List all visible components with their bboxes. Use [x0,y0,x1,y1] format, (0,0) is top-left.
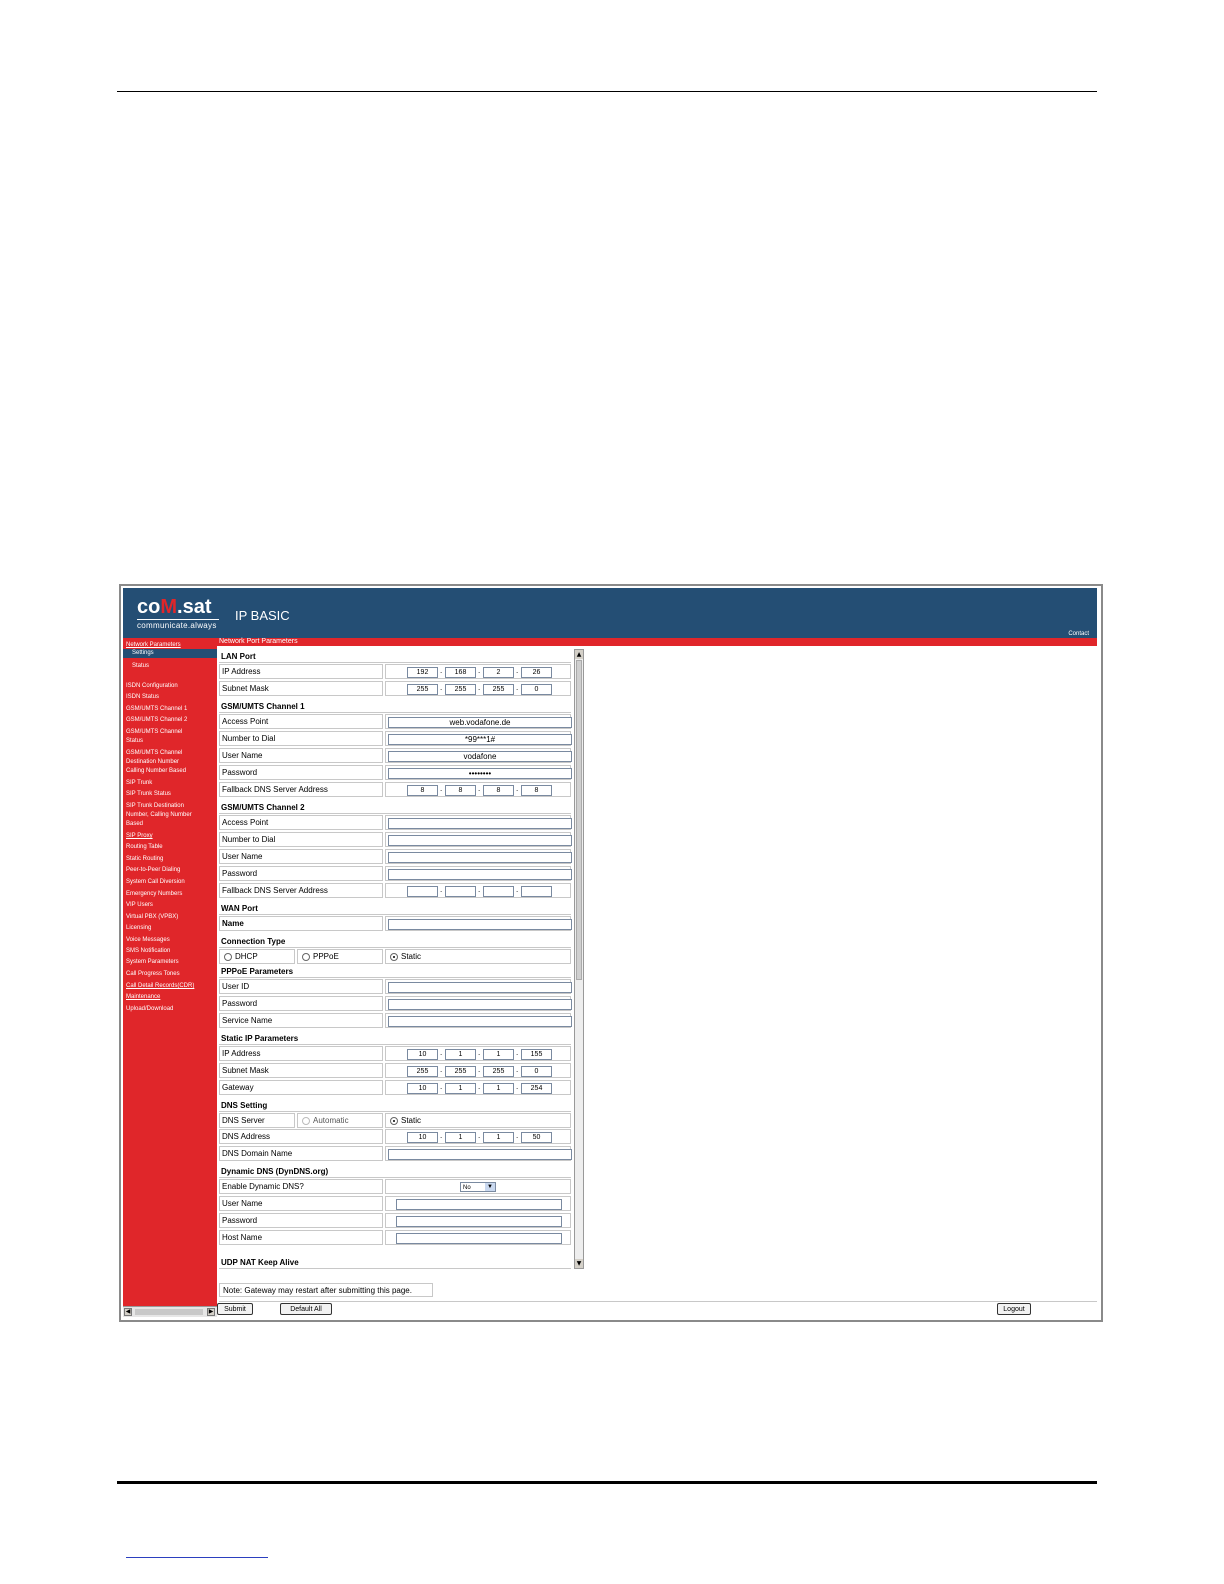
scroll-right-icon[interactable]: ▶ [208,1308,214,1315]
ip-octet-input[interactable]: 255 [445,684,476,695]
section-gsm-channel-2 [219,801,571,814]
row-pppoe-service [219,1013,571,1028]
field-label: Access Point [219,714,383,729]
section-connection-type [219,935,571,948]
section-title: Connection Type [221,937,286,946]
sidebar-item-sms-notification[interactable]: SMS Notification [126,948,171,954]
gsm1-access-point-input[interactable]: web.vodafone.de [388,717,572,728]
sidebar-item-virtual-pbx[interactable]: Virtual PBX (VPBX) [126,914,179,920]
field-label: Password [219,765,383,780]
section-wan-port [219,902,571,915]
field-label: Number to Dial [219,731,383,746]
section-title: GSM/UMTS Channel 1 [221,702,305,711]
sidebar [123,638,217,1306]
gsm2-password-input[interactable] [388,869,572,880]
section-static-ip [219,1032,571,1045]
sidebar-item-voice-messages[interactable]: Voice Messages [126,937,170,943]
pppoe-user-id-input[interactable] [388,982,572,993]
row-gsm2-dns: Fallback DNS Server Address . . . [219,883,571,898]
row-pppoe-pass [219,996,571,1011]
ip-octet-input[interactable]: 26 [521,667,552,678]
section-title: UDP NAT Keep Alive [221,1258,299,1267]
brand-tagline: communicate.always [137,619,219,630]
sidebar-item-sip-trunk-destination-line3[interactable]: Based [126,821,144,827]
ip-octet-input[interactable]: 1 [483,1049,514,1060]
ip-octet-input[interactable]: 255 [483,1066,514,1077]
form-vertical-scrollbar[interactable] [574,649,584,1269]
page-top-rule [117,91,1097,92]
ip-octet-input[interactable]: 50 [521,1132,552,1143]
ip-octet-input[interactable] [407,886,438,897]
scroll-thumb[interactable] [576,660,582,980]
field-label: Password [219,996,383,1011]
sidebar-item-network-parameters[interactable]: Network Parameters [126,642,181,648]
footer-link-underline[interactable] [126,1557,268,1558]
row-dns-address: DNS Address 10 . 1 . 1 . 50 [219,1129,571,1144]
contact-link[interactable]: Contact [1068,631,1089,637]
radio-dhcp[interactable]: DHCP [219,949,295,964]
sidebar-item-sip-trunk-status[interactable]: SIP Trunk Status [126,791,171,797]
field-label: User Name [219,1196,383,1211]
field-label: Host Name [219,1230,383,1245]
sidebar-item-call-progress-tones[interactable]: Call Progress Tones [126,971,180,977]
section-title: Dynamic DNS (DynDNS.org) [221,1167,329,1176]
gsm2-number-to-dial-input[interactable] [388,835,572,846]
scroll-left-icon[interactable]: ◀ [125,1308,131,1315]
field-label: Password [219,1213,383,1228]
brand-prefix: co [137,596,161,618]
field-label: Number to Dial [219,832,383,847]
field-label: Fallback DNS Server Address [219,883,383,898]
pppoe-service-name-input[interactable] [388,1016,572,1027]
logout-button[interactable]: Logout [997,1303,1031,1315]
field-label: IP Address [219,664,383,679]
row-ddns-user [219,1196,571,1211]
sidebar-item-sip-trunk[interactable]: SIP Trunk [126,780,153,786]
gsm2-user-name-input[interactable] [388,852,572,863]
radio-static[interactable]: Static [385,949,571,964]
ip-octet-input[interactable]: 2 [483,667,514,678]
section-udp-nat [219,1256,571,1269]
sidebar-item-sip-trunk-destination-line2[interactable]: Number, Calling Number [126,812,192,818]
row-gsm1-pass [219,765,571,780]
ip-octet-input[interactable]: 1 [483,1132,514,1143]
section-pppoe [219,965,571,978]
ip-octet-input[interactable]: 168 [445,667,476,678]
default-all-button[interactable]: Default All [280,1303,332,1315]
footer-divider [219,1301,1097,1302]
ip-octet-input[interactable] [445,886,476,897]
sidebar-item-settings[interactable]: Settings [123,649,217,658]
radio-pppoe[interactable]: PPPoE [297,949,383,964]
field-label: Subnet Mask [219,1063,383,1078]
ddns-host-name-input[interactable] [396,1233,562,1244]
ip-octet-input[interactable]: 1 [445,1083,476,1094]
ip-octet-input[interactable] [483,886,514,897]
sidebar-item-gsm-channel-1[interactable]: GSM/UMTS Channel 1 [126,706,188,712]
field-label: Password [219,866,383,881]
ip-octet-input[interactable]: 8 [445,785,476,796]
ip-octet-input[interactable]: 10 [407,1083,438,1094]
field-label: User Name [219,748,383,763]
scroll-down-icon[interactable]: ▼ [576,1260,582,1267]
field-label: Enable Dynamic DNS? [219,1179,383,1194]
sidebar-item-upload-download[interactable]: Upload/Download [126,1006,174,1012]
ip-octet-input[interactable]: 10 [407,1132,438,1143]
sidebar-horizontal-scrollbar[interactable] [123,1306,217,1317]
row-dns-domain [219,1146,571,1161]
sidebar-item-gsm-channel-status[interactable]: GSM/UMTS Channel [126,729,183,735]
row-static-mask: Subnet Mask 255 . 255 . 255 . 0 [219,1063,571,1078]
brand-accent: M [160,596,178,618]
row-gsm2-pass [219,866,571,881]
section-dns-setting [219,1099,571,1112]
sidebar-item-status[interactable]: Status [132,663,150,669]
dns-domain-name-input[interactable] [388,1149,572,1160]
ip-octet-input[interactable]: 255 [445,1066,476,1077]
brand-suffix: .sat [177,596,212,618]
ip-octet-input[interactable]: 1 [483,1083,514,1094]
sidebar-item-gsm-channel-2[interactable]: GSM/UMTS Channel 2 [126,717,188,723]
sidebar-item-isdn-status[interactable]: ISDN Status [126,694,160,700]
sidebar-item-maintenance[interactable]: Maintenance [126,994,161,1000]
field-label: User Name [219,849,383,864]
section-lan-port [219,650,571,663]
ip-octet-input[interactable]: 1 [445,1132,476,1143]
row-static-ip: IP Address 10 . 1 . 1 . 155 [219,1046,571,1061]
radio-button-icon [302,953,310,961]
screenshot-frame [119,584,1103,1322]
field-label: DNS Domain Name [219,1146,383,1161]
scroll-thumb[interactable] [135,1309,203,1315]
field-label: Fallback DNS Server Address [219,782,383,797]
field-label: IP Address [219,1046,383,1061]
section-title: WAN Port [221,904,258,913]
row-gsm2-user [219,849,571,864]
sidebar-item-isdn-configuration[interactable]: ISDN Configuration [126,683,178,689]
app-header [123,588,1097,638]
radio-selected-icon [390,1117,398,1125]
sidebar-item-system-parameters[interactable]: System Parameters [126,959,179,965]
ip-octet-input[interactable]: 255 [483,684,514,695]
ip-octet-input[interactable]: 0 [521,1066,552,1077]
ip-octet-input[interactable]: 155 [521,1049,552,1060]
row-dns-server [219,1113,571,1128]
row-gsm1-dial [219,731,571,746]
page-bottom-rule [117,1481,1097,1484]
pppoe-password-input[interactable] [388,999,572,1010]
field-label: User ID [219,979,383,994]
gsm1-number-to-dial-input[interactable]: *99***1# [388,734,572,745]
section-title: LAN Port [221,652,256,661]
radio-selected-icon [390,953,398,961]
row-gsm1-dns: Fallback DNS Server Address 8 . 8 . 8 . 8 [219,782,571,797]
field-label: Subnet Mask [219,681,383,696]
row-ddns-host [219,1230,571,1245]
row-lan-ip [219,664,571,679]
ip-octet-input[interactable]: 0 [521,684,552,695]
ip-octet-input[interactable]: 8 [483,785,514,796]
row-pppoe-user [219,979,571,994]
ip-octet-input[interactable]: 192 [407,667,438,678]
ip-octet-input[interactable]: 8 [407,785,438,796]
restart-note: Note: Gateway may restart after submitting this page. [219,1283,433,1297]
sidebar-item-gsm-channel-status-line2[interactable]: Status [126,738,144,744]
ip-octet-input[interactable]: 10 [407,1049,438,1060]
sidebar-item-gsm-destination[interactable]: GSM/UMTS Channel [126,750,183,756]
enable-dynamic-dns-select[interactable]: No ▼ [460,1182,496,1192]
field-label: Service Name [219,1013,383,1028]
brand-logo [137,597,219,630]
sidebar-item-call-diversion[interactable]: System Call Diversion [126,879,185,885]
row-gsm2-ap [219,815,571,830]
section-title: GSM/UMTS Channel 2 [221,803,305,812]
radio-dns-automatic[interactable]: Automatic [297,1113,383,1128]
row-ddns-enable [219,1179,571,1194]
row-lan-mask [219,681,571,696]
sidebar-item-vip-users[interactable]: VIP Users [126,902,153,908]
page-title-bar [217,638,1097,646]
field-label: DNS Address [219,1129,383,1144]
field-label: DNS Server [219,1113,295,1128]
row-ddns-pass [219,1213,571,1228]
section-title: DNS Setting [221,1101,268,1110]
gsm2-access-point-input[interactable] [388,818,572,829]
lan-ip-field: 192 . 168 . 2 . 26 [385,664,571,679]
lan-mask-field: 255 . 255 . 255 . 0 [385,681,571,696]
ddns-user-name-input[interactable] [396,1199,562,1210]
ip-octet-input[interactable]: 1 [445,1049,476,1060]
gsm1-password-input[interactable]: •••••••• [388,768,572,779]
ddns-password-input[interactable] [396,1216,562,1227]
scroll-up-icon[interactable]: ▲ [576,651,582,658]
sidebar-item-gsm-destination-line3[interactable]: Calling Number Based [126,768,187,774]
sidebar-item-sip-proxy[interactable]: SIP Proxy [126,833,153,839]
sidebar-item-cdr[interactable]: Call Detail Records(CDR) [126,983,195,989]
sidebar-item-gsm-destination-line2[interactable]: Destination Number [126,759,180,765]
field-label: Gateway [219,1080,383,1095]
row-connection-type [219,949,571,964]
sidebar-item-licensing[interactable]: Licensing [126,925,152,931]
section-title: Static IP Parameters [221,1034,299,1043]
radio-button-icon [224,953,232,961]
ip-octet-input[interactable] [521,886,552,897]
app-title: IP BASIC [235,608,290,623]
section-dynamic-dns [219,1165,571,1178]
sidebar-item-sip-trunk-destination[interactable]: SIP Trunk Destination [126,803,184,809]
radio-button-icon [302,1117,310,1125]
sidebar-item-emergency-numbers[interactable]: Emergency Numbers [126,891,183,897]
gsm1-user-name-input[interactable]: vodafone [388,751,572,762]
ip-octet-input[interactable]: 255 [407,1066,438,1077]
row-gsm1-user [219,748,571,763]
field-label: Name [219,916,383,931]
sidebar-item-static-routing[interactable]: Static Routing [126,856,164,862]
row-wan-name [219,916,571,931]
section-title: PPPoE Parameters [221,967,294,976]
ip-octet-input[interactable]: 8 [521,785,552,796]
page-title: Network Port Parameters [219,638,298,645]
row-static-gateway: Gateway 10 . 1 . 1 . 254 [219,1080,571,1095]
wan-name-input[interactable] [388,919,572,930]
radio-dns-static[interactable]: Static [385,1113,571,1128]
sidebar-item-routing-table[interactable]: Routing Table [126,844,163,850]
field-label: Access Point [219,815,383,830]
submit-button[interactable]: Submit [217,1303,253,1315]
ip-octet-input[interactable]: 254 [521,1083,552,1094]
row-gsm1-ap [219,714,571,729]
sidebar-item-peer-to-peer[interactable]: Peer-to-Peer Dialing [126,867,181,873]
chevron-down-icon: ▼ [485,1183,495,1191]
section-gsm-channel-1 [219,700,571,713]
ip-octet-input[interactable]: 255 [407,684,438,695]
row-gsm2-dial [219,832,571,847]
